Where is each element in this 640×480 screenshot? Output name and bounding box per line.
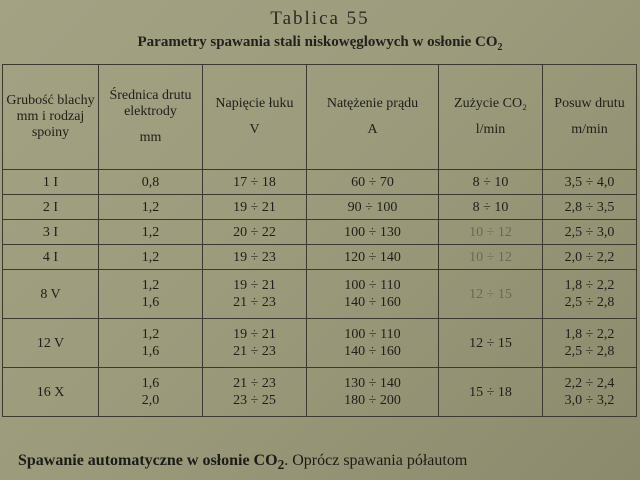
header-name: Natężenie prądu — [326, 96, 419, 111]
cell-value: 100 ÷ 110 — [344, 278, 401, 293]
cell-value: 19 ÷ 23 — [233, 249, 276, 265]
cell-value: 2,0 — [141, 393, 160, 408]
header-unit: mm — [139, 130, 162, 145]
cell-current — [307, 195, 439, 220]
cell-value: 90 ÷ 100 — [347, 199, 398, 215]
cell-feed — [543, 220, 637, 245]
table-row — [3, 220, 637, 245]
cell-current — [307, 319, 439, 368]
cell-value: 120 ÷ 140 — [344, 249, 401, 265]
header-name: Grubość blachy mm i rodzaj spoiny — [6, 93, 95, 140]
cell-co2: 12 ÷ 15 — [439, 319, 543, 368]
header-co2 — [439, 65, 543, 170]
following-paragraph — [18, 452, 640, 473]
cell-value: 1,6 — [141, 344, 160, 359]
cell-voltage — [203, 195, 307, 220]
cell-thickness: 3 I — [3, 220, 99, 245]
header-unit: m/min — [571, 122, 608, 137]
header-thickness — [3, 65, 99, 170]
subtitle-text: Parametry spawania stali niskowęglowych w osłonie CO — [137, 34, 498, 50]
cell-voltage — [203, 170, 307, 195]
cell-diameter — [99, 220, 203, 245]
cell-voltage — [203, 270, 307, 319]
cell-current — [307, 220, 439, 245]
table-row — [3, 245, 637, 270]
cell-value: 3,0 ÷ 3,2 — [564, 393, 615, 408]
cell-voltage — [203, 245, 307, 270]
cell-co2: 8 ÷ 10 — [439, 170, 543, 195]
cell-co2: 8 ÷ 10 — [439, 195, 543, 220]
cell-diameter — [99, 170, 203, 195]
cell-current — [307, 170, 439, 195]
cell-value: 100 ÷ 130 — [344, 224, 401, 240]
cell-value: 21 ÷ 23 — [233, 376, 276, 391]
cell-value: 1,8 ÷ 2,2 — [564, 327, 615, 342]
cell-value: 1,2 — [141, 249, 160, 265]
cell-thickness: 12 V — [3, 319, 99, 368]
cell-diameter — [99, 368, 203, 417]
cell-feed — [543, 319, 637, 368]
cell-value: 180 ÷ 200 — [344, 393, 401, 408]
header-name: Posuw drutu — [554, 96, 625, 111]
cell-feed — [543, 368, 637, 417]
cell-current — [307, 368, 439, 417]
paragraph-text: . Oprócz spawania półautom — [284, 452, 468, 469]
header-name: Napięcie łuku — [215, 96, 294, 111]
cell-value: 1,2 — [141, 199, 160, 215]
welding-parameters-table — [2, 64, 637, 417]
header-feed — [543, 65, 637, 170]
header-unit: V — [249, 122, 260, 137]
cell-value: 3,5 ÷ 4,0 — [564, 174, 615, 190]
cell-diameter — [99, 195, 203, 220]
cell-value: 0,8 — [141, 174, 160, 190]
cell-value: 1,6 — [141, 295, 160, 310]
cell-current — [307, 270, 439, 319]
cell-current — [307, 245, 439, 270]
paragraph-heading-text: Spawanie automatyczne w osłonie CO — [18, 452, 278, 469]
table-body — [3, 170, 637, 417]
cell-value: 1,8 ÷ 2,2 — [564, 278, 615, 293]
cell-co2: 10 ÷ 12 — [439, 245, 543, 270]
cell-value: 1,6 — [141, 376, 160, 391]
header-unit: l/min — [475, 122, 506, 137]
table-row — [3, 170, 637, 195]
cell-value: 60 ÷ 70 — [351, 174, 394, 190]
cell-value: 2,2 ÷ 2,4 — [564, 376, 615, 391]
cell-thickness: 1 I — [3, 170, 99, 195]
header-diameter — [99, 65, 203, 170]
table-row — [3, 270, 637, 319]
cell-co2: 10 ÷ 12 — [439, 220, 543, 245]
cell-co2: 15 ÷ 18 — [439, 368, 543, 417]
cell-feed — [543, 195, 637, 220]
header-row — [3, 65, 637, 170]
paragraph-heading — [18, 452, 285, 473]
cell-diameter — [99, 270, 203, 319]
table-row — [3, 319, 637, 368]
cell-value: 130 ÷ 140 — [344, 376, 401, 391]
header-name: Średnica drutu elektrody — [109, 88, 192, 119]
cell-value: 2,5 ÷ 2,8 — [564, 295, 615, 310]
cell-feed — [543, 270, 637, 319]
table-subtitle — [0, 34, 640, 53]
header-unit: A — [367, 122, 378, 137]
cell-value: 19 ÷ 21 — [233, 327, 276, 342]
cell-value: 2,8 ÷ 3,5 — [564, 199, 615, 215]
cell-diameter — [99, 319, 203, 368]
cell-value: 21 ÷ 23 — [233, 344, 276, 359]
cell-feed — [543, 170, 637, 195]
cell-thickness: 4 I — [3, 245, 99, 270]
cell-thickness: 16 X — [3, 368, 99, 417]
cell-co2: 12 ÷ 15 — [439, 270, 543, 319]
cell-voltage — [203, 220, 307, 245]
cell-value: 2,5 ÷ 2,8 — [564, 344, 615, 359]
cell-value: 20 ÷ 22 — [233, 224, 276, 240]
cell-value: 140 ÷ 160 — [344, 344, 401, 359]
header-current — [307, 65, 439, 170]
table-row — [3, 368, 637, 417]
header-name: Zużycie CO₂ — [454, 96, 527, 111]
cell-thickness: 2 I — [3, 195, 99, 220]
cell-value: 19 ÷ 21 — [233, 199, 276, 215]
cell-value: 2,0 ÷ 2,2 — [564, 249, 615, 265]
cell-value: 1,2 — [141, 327, 160, 342]
cell-value: 140 ÷ 160 — [344, 295, 401, 310]
cell-value: 100 ÷ 110 — [344, 327, 401, 342]
table-caption: Tablica 55 — [270, 8, 370, 29]
header-voltage — [203, 65, 307, 170]
cell-feed — [543, 245, 637, 270]
cell-thickness: 8 V — [3, 270, 99, 319]
cell-voltage — [203, 368, 307, 417]
subtitle-subscript: 2 — [497, 42, 503, 53]
cell-value: 1,2 — [141, 224, 160, 240]
cell-value: 17 ÷ 18 — [233, 174, 276, 190]
cell-value: 2,5 ÷ 3,0 — [564, 224, 615, 240]
paragraph-heading-subscript: 2 — [277, 457, 285, 473]
cell-diameter — [99, 245, 203, 270]
cell-value: 19 ÷ 21 — [233, 278, 276, 293]
cell-value: 1,2 — [141, 278, 160, 293]
cell-value: 21 ÷ 23 — [233, 295, 276, 310]
table-row — [3, 195, 637, 220]
cell-voltage — [203, 319, 307, 368]
cell-value: 23 ÷ 25 — [233, 393, 276, 408]
